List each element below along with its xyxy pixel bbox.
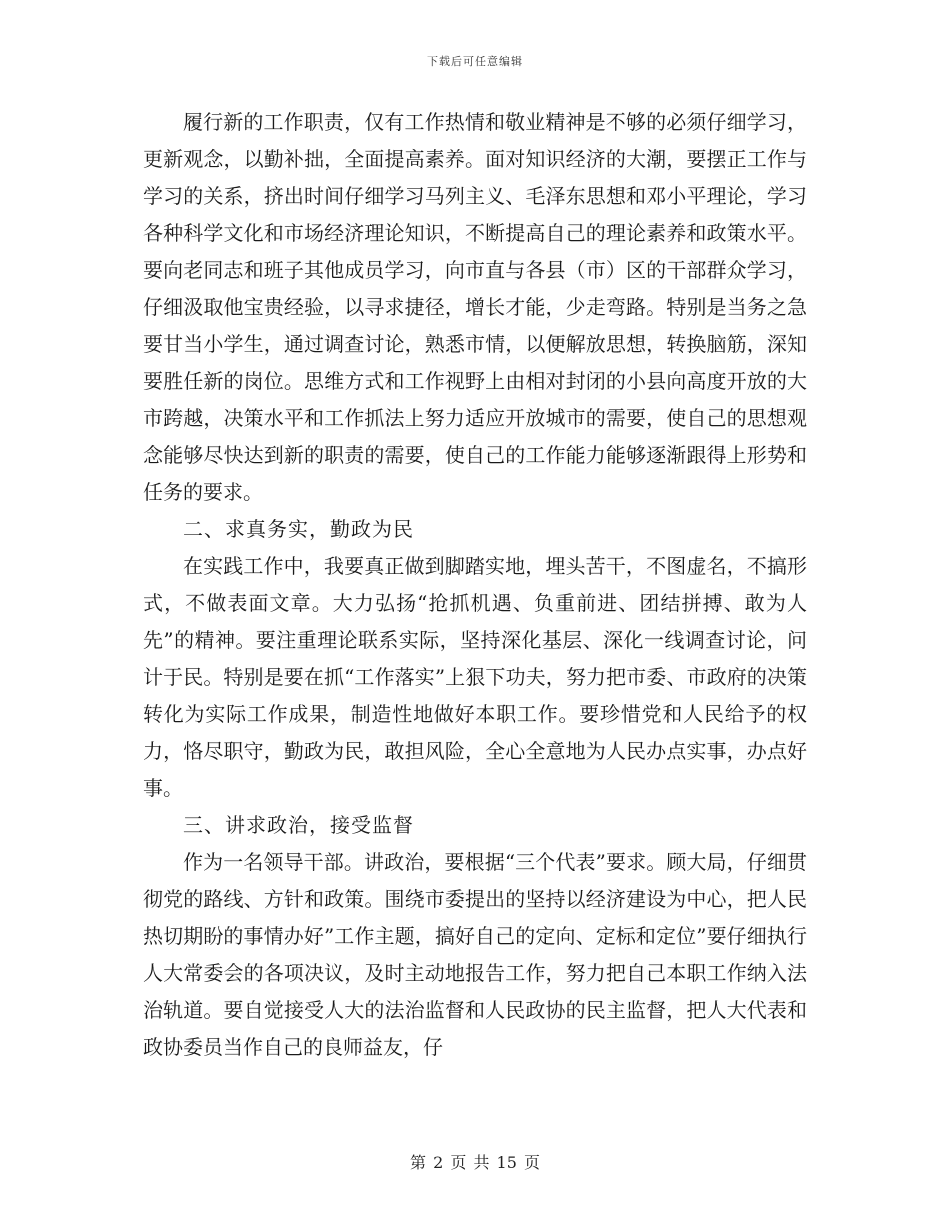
- header-note: 下载后可任意编辑: [427, 55, 523, 68]
- page-number: 第 2 页 共 15 页: [410, 1153, 540, 1172]
- body-paragraph: 作为一名领导干部。讲政治，要根据“三个代表”要求。顾大局，仔细贯彻党的路线、方针和政策。围绕市委提出的坚持以经济建设为中心，把人民热切期盼的事情办好”工作主题，搞好自己的定向、定标和定位”要仔细执行人大常委会的各项决议，及时主动地报告工作，努力把自己本职工作纳入法治轨道。要自觉接受人大的法治监督和人民政协的民主监督，把人大代表和政协委员当作自己的良师益友，仔: [143, 850, 807, 1059]
- body-paragraph: 履行新的工作职责，仅有工作热情和敬业精神是不够的必须仔细学习，更新观念，以勤补拙，全面提高素养。面对知识经济的大潮，要摆正工作与学习的关系，挤出时间仔细学习马列主义、毛泽东思想和邓小平理论，学习各种科学文化和市场经济理论知识，不断提高自己的理论素养和政策水平。要向老同志和班子其他成员学习，向市直与各县（市）区的干部群众学习，仔细汲取他宝贵经验，以寻求捷径，增长才能，少走弯路。特别是当务之急要甘当小学生，通过调查讨论，熟悉市情，以便解放思想，转换脑筋，深知要胜任新的岗位。思维方式和工作视野上由相对封闭的小县向高度开放的大市跨越，决策水平和工作抓法上努力适应开放城市的需要，使自己的思想观念能够尽快达到新的职责的需要，使自己的工作能力能够逐渐跟得上形势和任务的要求。: [143, 110, 807, 504]
- document-body: [143, 104, 807, 1066]
- section-heading: 三、讲求政治，接受监督: [183, 813, 414, 837]
- section-heading: 二、求真务实，勤政为民: [183, 517, 414, 541]
- body-paragraph: 在实践工作中，我要真正做到脚踏实地，埋头苦干，不图虚名，不搞形式，不做表面文章。大力弘扬“抢抓机遇、负重前进、团结拼搏、敢为人先”的精神。要注重理论联系实际，坚持深化基层、深化一线调查讨论，问计于民。特别是要在抓“工作落实”上狠下功夫，努力把市委、市政府的决策转化为实际工作成果，制造性地做好本职工作。要珍惜党和人民给予的权力，恪尽职守，勤政为民，敢担风险，全心全意地为人民办点实事，办点好事。: [143, 554, 807, 800]
